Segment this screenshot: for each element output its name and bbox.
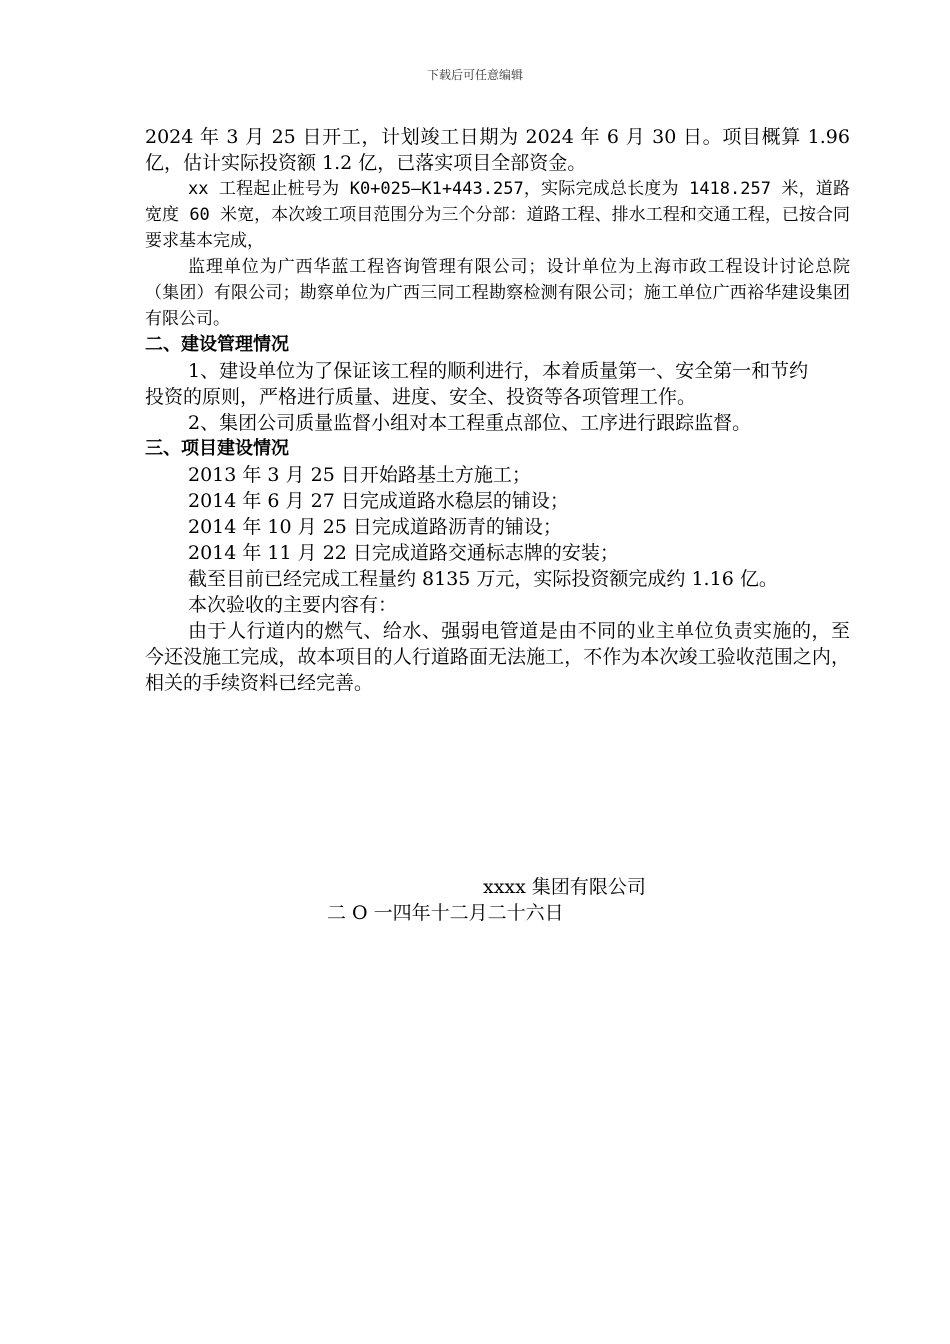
list-item: 2013 年 3 月 25 日开始路基土方施工；: [188, 464, 531, 486]
list-item: 本次验收的主要内容有：: [188, 594, 398, 616]
paragraph-units: 监理单位为广西华蓝工程咨询管理有限公司；设计单位为上海市政工程设计讨论总院（集团）有限公司；勘察单位为广西三同工程勘察检测有限公司；施工单位广西裕华建设集团有限公司。: [145, 257, 850, 329]
signature-date: 二 O 一四年十二月二十六日: [327, 902, 564, 924]
heading-construction: 三、项目建设情况: [145, 438, 289, 459]
signature-company: xxxx 集团有限公司: [483, 876, 646, 898]
document-body: [145, 124, 850, 696]
page-header: 下载后可任意编辑: [426, 68, 523, 82]
paragraph-sidewalk: 由于人行道内的燃气、给水、强弱电管道是由不同的业主单位负责实施的，至今还没施工完成，故本项目的人行道路面无法施工，不作为本次竣工验收范围之内，相关的手续资料已经完善。: [145, 620, 850, 694]
list-item: 2014 年 6 月 27 日完成道路水稳层的铺设；: [188, 490, 569, 512]
list-item: 2014 年 11 月 22 日完成道路交通标志牌的安装；: [188, 542, 619, 564]
paragraph-management-2: 2、集团公司质量监督小组对本工程重点部位、工序进行跟踪监督。: [188, 412, 752, 434]
paragraph-schedule: 2024 年 3 月 25 日开工，计划竣工日期为 2024 年 6 月 30 日。项目概算 1.96 亿，估计实际投资额 1.2 亿，已落实项目全部资金。: [145, 126, 850, 174]
heading-management: 二、建设管理情况: [145, 334, 289, 355]
paragraph-management-1: 1、建设单位为了保证该工程的顺利进行，本着质量第一、安全第一和节约投资的原则，严格进行质量、进度、安全、投资等各项管理工作。: [145, 360, 809, 408]
list-item: 截至目前已经完成工程量约 8135 万元，实际投资额完成约 1.16 亿。: [188, 568, 778, 590]
list-item: 2014 年 10 月 25 日完成道路沥青的铺设；: [188, 516, 562, 538]
paragraph-project-scope: xx 工程起止桩号为 K0+025—K1+443.257，实际完成总长度为 1418.257 米，道路宽度 60 米宽，本次竣工项目范围分为三个分部：道路工程、排水工程和交通工程，已按合同要求基本完成，: [145, 179, 850, 251]
